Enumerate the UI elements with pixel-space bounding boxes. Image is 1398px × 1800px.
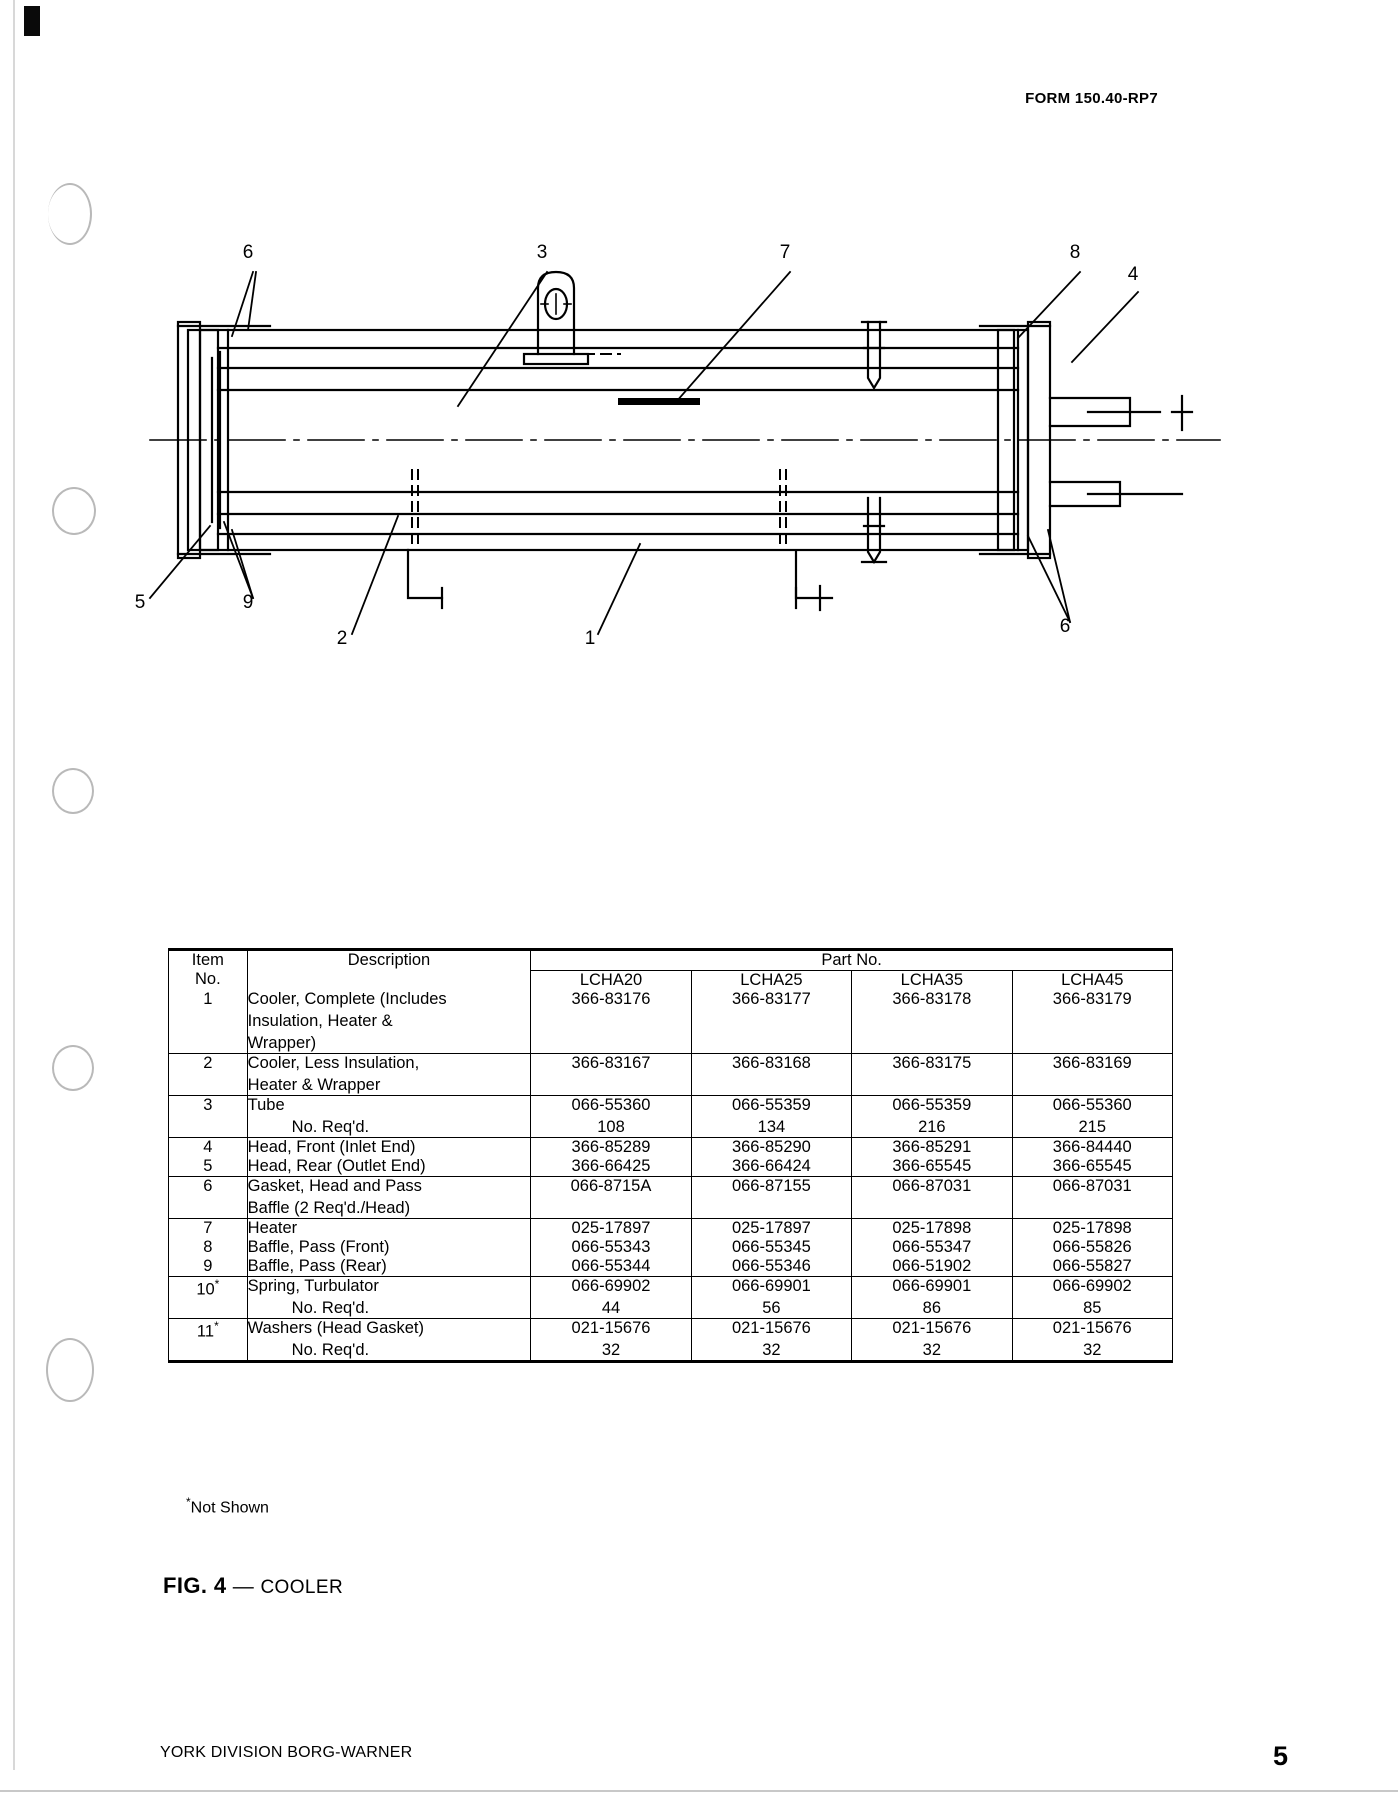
cell-description bbox=[247, 1257, 531, 1277]
table-row bbox=[169, 1257, 1173, 1277]
quantity-required: 216 bbox=[918, 1118, 946, 1136]
part-number: 066-55359 bbox=[892, 1096, 972, 1114]
header-model-lcha35: LCHA35 bbox=[852, 971, 1012, 991]
cell-part-no-LCHA25 bbox=[691, 1219, 851, 1239]
part-number: 021-15676 bbox=[571, 1319, 651, 1337]
description-line: Baffle (2 Req'd./Head) bbox=[247, 1199, 411, 1217]
figure-callout-2-7: 2 bbox=[336, 628, 348, 649]
part-number: 366-83178 bbox=[892, 990, 972, 1008]
figure-callout-7-2: 7 bbox=[779, 242, 791, 263]
cell-item-no: 11* bbox=[169, 1319, 248, 1362]
table-row bbox=[169, 1277, 1173, 1319]
header-description: Description bbox=[247, 950, 531, 991]
cell-part-no-LCHA45 bbox=[1012, 1238, 1172, 1257]
cell-part-no-LCHA20 bbox=[531, 1138, 691, 1158]
description-line: Wrapper) bbox=[247, 1034, 317, 1052]
table-row bbox=[169, 990, 1173, 1054]
figure-callout-3-1: 3 bbox=[536, 242, 548, 263]
description-line: Tube bbox=[247, 1096, 285, 1114]
cell-part-no-LCHA45 bbox=[1012, 1319, 1172, 1362]
cell-part-no-LCHA25 bbox=[691, 1138, 851, 1158]
cell-description bbox=[247, 1277, 531, 1319]
cell-part-no-LCHA35 bbox=[852, 1257, 1012, 1277]
figure-caption-prefix: FIG. 4 bbox=[163, 1573, 227, 1598]
table-row bbox=[169, 1138, 1173, 1158]
cell-part-no-LCHA25 bbox=[691, 1096, 851, 1138]
cell-item-no: 7 bbox=[169, 1219, 248, 1239]
cooler-assembly-svg bbox=[120, 230, 1240, 660]
part-number: 066-69902 bbox=[571, 1277, 651, 1295]
binder-hole bbox=[46, 1338, 94, 1402]
description-line: Baffle, Pass (Front) bbox=[247, 1238, 390, 1256]
cell-part-no-LCHA45 bbox=[1012, 1277, 1172, 1319]
description-qty-label: No. Req'd. bbox=[291, 1118, 370, 1136]
part-number: 066-69901 bbox=[892, 1277, 972, 1295]
form-number: FORM 150.40-RP7 bbox=[1025, 90, 1158, 107]
cell-item-no: 5 bbox=[169, 1157, 248, 1177]
cell-part-no-LCHA45 bbox=[1012, 1054, 1172, 1096]
header-model-lcha45: LCHA45 bbox=[1012, 971, 1172, 991]
table-row bbox=[169, 1054, 1173, 1096]
part-number: 366-83176 bbox=[571, 990, 651, 1008]
footer-page-number: 5 bbox=[1272, 1741, 1288, 1771]
cell-item-no: 10* bbox=[169, 1277, 248, 1319]
quantity-required: 108 bbox=[597, 1118, 625, 1136]
description-line: Head, Rear (Outlet End) bbox=[247, 1157, 426, 1175]
quantity-required: 32 bbox=[1083, 1341, 1102, 1359]
quantity-required: 85 bbox=[1083, 1299, 1102, 1317]
part-number: 366-65545 bbox=[1052, 1157, 1132, 1175]
quantity-required: 86 bbox=[922, 1299, 941, 1317]
cell-part-no-LCHA35 bbox=[852, 1054, 1012, 1096]
table-header-row-1 bbox=[169, 950, 1173, 971]
figure-callout-8-3: 8 bbox=[1069, 242, 1081, 263]
quantity-required: 56 bbox=[762, 1299, 781, 1317]
figure-callout-5-5: 5 bbox=[134, 592, 146, 613]
header-item-line2: No. bbox=[194, 970, 221, 988]
part-number: 066-87031 bbox=[892, 1177, 972, 1195]
footnote-not-shown bbox=[186, 1495, 269, 1517]
cell-part-no-LCHA45 bbox=[1012, 1096, 1172, 1138]
quantity-required: 32 bbox=[922, 1341, 941, 1359]
table-row bbox=[169, 1177, 1173, 1219]
figure-cooler-drawing bbox=[120, 230, 1240, 660]
cell-part-no-LCHA20 bbox=[531, 1177, 691, 1219]
figure-callout-9-6: 9 bbox=[242, 592, 254, 613]
part-number: 366-66425 bbox=[571, 1157, 651, 1175]
footnote-text: Not Shown bbox=[190, 1499, 269, 1517]
part-number: 366-83175 bbox=[892, 1054, 972, 1072]
cell-part-no-LCHA35 bbox=[852, 1238, 1012, 1257]
cell-part-no-LCHA35 bbox=[852, 1177, 1012, 1219]
header-part-no: Part No. bbox=[531, 950, 1173, 971]
cell-part-no-LCHA45 bbox=[1012, 1219, 1172, 1239]
description-line: Cooler, Complete (Includes bbox=[247, 990, 447, 1008]
description-qty-label: No. Req'd. bbox=[291, 1299, 370, 1317]
description-line: Gasket, Head and Pass bbox=[247, 1177, 422, 1195]
part-number: 066-8715A bbox=[570, 1177, 652, 1195]
cell-part-no-LCHA35 bbox=[852, 1138, 1012, 1158]
cell-item-no: 4 bbox=[169, 1138, 248, 1158]
cell-part-no-LCHA20 bbox=[531, 1238, 691, 1257]
cell-description bbox=[247, 1177, 531, 1219]
table-row bbox=[169, 1096, 1173, 1138]
cell-description bbox=[247, 1054, 531, 1096]
part-number: 066-55359 bbox=[731, 1096, 811, 1114]
part-number: 025-17897 bbox=[731, 1219, 811, 1237]
parts-table-container bbox=[168, 948, 1173, 1363]
cell-part-no-LCHA25 bbox=[691, 1319, 851, 1362]
binder-hole bbox=[48, 183, 92, 245]
footnote-star: * bbox=[186, 1495, 191, 1509]
cell-description bbox=[247, 990, 531, 1054]
item-star: * bbox=[214, 1277, 220, 1291]
cell-description bbox=[247, 1138, 531, 1158]
cell-item-no: 3 bbox=[169, 1096, 248, 1138]
parts-table-body bbox=[169, 990, 1173, 1362]
description-line: Baffle, Pass (Rear) bbox=[247, 1257, 387, 1275]
header-item-line1: Item bbox=[191, 951, 224, 969]
table-row bbox=[169, 1219, 1173, 1239]
cell-part-no-LCHA25 bbox=[691, 1157, 851, 1177]
part-number: 366-83179 bbox=[1052, 990, 1132, 1008]
scan-edge-artifact bbox=[13, 0, 15, 1770]
figure-callout-4-4: 4 bbox=[1127, 264, 1139, 285]
cell-item-no: 1 bbox=[169, 990, 248, 1054]
cell-item-no: 9 bbox=[169, 1257, 248, 1277]
cell-part-no-LCHA35 bbox=[852, 1219, 1012, 1239]
part-number: 366-83177 bbox=[731, 990, 811, 1008]
cell-item-no: 2 bbox=[169, 1054, 248, 1096]
table-row bbox=[169, 1319, 1173, 1362]
cell-item-no: 8 bbox=[169, 1238, 248, 1257]
cell-part-no-LCHA35 bbox=[852, 990, 1012, 1054]
description-line: Insulation, Heater & bbox=[247, 1012, 393, 1030]
part-number: 066-69901 bbox=[731, 1277, 811, 1295]
item-star: * bbox=[214, 1319, 219, 1333]
cell-part-no-LCHA45 bbox=[1012, 1257, 1172, 1277]
cell-part-no-LCHA25 bbox=[691, 1238, 851, 1257]
part-number: 066-55360 bbox=[571, 1096, 651, 1114]
part-number: 025-17898 bbox=[892, 1219, 972, 1237]
header-model-lcha20: LCHA20 bbox=[531, 971, 691, 991]
quantity-required: 32 bbox=[601, 1341, 621, 1359]
part-number: 025-17897 bbox=[571, 1219, 651, 1237]
binder-hole bbox=[52, 1045, 94, 1091]
cell-part-no-LCHA45 bbox=[1012, 990, 1172, 1054]
cell-part-no-LCHA45 bbox=[1012, 1138, 1172, 1158]
part-number: 025-17898 bbox=[1052, 1219, 1132, 1237]
cell-part-no-LCHA25 bbox=[691, 990, 851, 1054]
cell-part-no-LCHA20 bbox=[531, 1157, 691, 1177]
part-number: 366-85291 bbox=[892, 1138, 972, 1156]
parts-table-head bbox=[169, 950, 1173, 991]
scan-edge-artifact-bottom bbox=[0, 1790, 1398, 1792]
part-number: 066-55347 bbox=[892, 1238, 972, 1256]
quantity-required: 134 bbox=[757, 1118, 786, 1136]
cell-part-no-LCHA45 bbox=[1012, 1157, 1172, 1177]
part-number: 366-85290 bbox=[731, 1138, 811, 1156]
cell-description bbox=[247, 1319, 531, 1362]
cell-description bbox=[247, 1157, 531, 1177]
footer-company: YORK DIVISION BORG-WARNER bbox=[160, 1744, 413, 1761]
description-qty-label: No. Req'd. bbox=[291, 1341, 370, 1359]
binder-hole bbox=[52, 487, 96, 535]
description-line: Cooler, Less Insulation, bbox=[247, 1054, 420, 1072]
cell-part-no-LCHA35 bbox=[852, 1157, 1012, 1177]
part-number: 021-15676 bbox=[731, 1319, 811, 1337]
cell-part-no-LCHA20 bbox=[531, 1219, 691, 1239]
cell-part-no-LCHA20 bbox=[531, 1277, 691, 1319]
figure-caption bbox=[163, 1573, 343, 1599]
part-number: 066-55360 bbox=[1052, 1096, 1132, 1114]
cell-part-no-LCHA20 bbox=[531, 1257, 691, 1277]
part-number: 066-55346 bbox=[731, 1257, 811, 1275]
cell-part-no-LCHA20 bbox=[531, 990, 691, 1054]
cell-part-no-LCHA35 bbox=[852, 1096, 1012, 1138]
cell-part-no-LCHA20 bbox=[531, 1054, 691, 1096]
header-item-no bbox=[169, 950, 248, 991]
cell-part-no-LCHA25 bbox=[691, 1177, 851, 1219]
header-model-lcha25: LCHA25 bbox=[691, 971, 851, 991]
part-number: 366-83169 bbox=[1052, 1054, 1132, 1072]
part-number: 066-51902 bbox=[892, 1257, 972, 1275]
quantity-required: 215 bbox=[1078, 1118, 1107, 1136]
cell-part-no-LCHA25 bbox=[691, 1277, 851, 1319]
cell-description bbox=[247, 1238, 531, 1257]
part-number: 366-84440 bbox=[1052, 1138, 1132, 1156]
cell-part-no-LCHA35 bbox=[852, 1277, 1012, 1319]
cell-item-no: 6 bbox=[169, 1177, 248, 1219]
part-number: 066-55344 bbox=[571, 1257, 651, 1275]
parts-table bbox=[168, 948, 1173, 1363]
part-number: 066-55343 bbox=[571, 1238, 651, 1256]
cell-description bbox=[247, 1219, 531, 1239]
part-number: 066-55345 bbox=[731, 1238, 811, 1256]
description-line: Head, Front (Inlet End) bbox=[247, 1138, 416, 1156]
cell-part-no-LCHA45 bbox=[1012, 1177, 1172, 1219]
cell-part-no-LCHA20 bbox=[531, 1096, 691, 1138]
description-line: Heater & Wrapper bbox=[247, 1076, 381, 1094]
cell-part-no-LCHA35 bbox=[852, 1319, 1012, 1362]
part-number: 066-55827 bbox=[1052, 1257, 1132, 1275]
quantity-required: 32 bbox=[762, 1341, 781, 1359]
figure-callout-6-9: 6 bbox=[1059, 616, 1071, 637]
cell-part-no-LCHA20 bbox=[531, 1319, 691, 1362]
part-number: 066-87155 bbox=[731, 1177, 811, 1195]
part-number: 021-15676 bbox=[1052, 1319, 1132, 1337]
quantity-required: 44 bbox=[601, 1299, 621, 1317]
figure-callout-1-8: 1 bbox=[584, 628, 596, 649]
table-row bbox=[169, 1157, 1173, 1177]
cell-description bbox=[247, 1096, 531, 1138]
part-number: 066-69902 bbox=[1052, 1277, 1132, 1295]
description-line: Spring, Turbulator bbox=[247, 1277, 379, 1295]
description-line: Heater bbox=[247, 1219, 298, 1237]
part-number: 366-65545 bbox=[892, 1157, 972, 1175]
part-number: 066-87031 bbox=[1052, 1177, 1132, 1195]
part-number: 366-83168 bbox=[731, 1054, 811, 1072]
part-number: 366-85289 bbox=[571, 1138, 651, 1156]
corner-registration-mark bbox=[24, 6, 40, 36]
part-number: 066-55826 bbox=[1052, 1238, 1132, 1256]
figure-callout-6-0: 6 bbox=[242, 242, 254, 263]
table-row bbox=[169, 1238, 1173, 1257]
part-number: 366-66424 bbox=[731, 1157, 811, 1175]
binder-hole bbox=[52, 768, 94, 814]
cell-part-no-LCHA25 bbox=[691, 1054, 851, 1096]
figure-caption-title: COOLER bbox=[260, 1577, 344, 1598]
description-line: Washers (Head Gasket) bbox=[247, 1319, 425, 1337]
figure-caption-dash: — bbox=[232, 1575, 255, 1598]
part-number: 366-83167 bbox=[571, 1054, 651, 1072]
part-number: 021-15676 bbox=[892, 1319, 972, 1337]
cell-part-no-LCHA25 bbox=[691, 1257, 851, 1277]
